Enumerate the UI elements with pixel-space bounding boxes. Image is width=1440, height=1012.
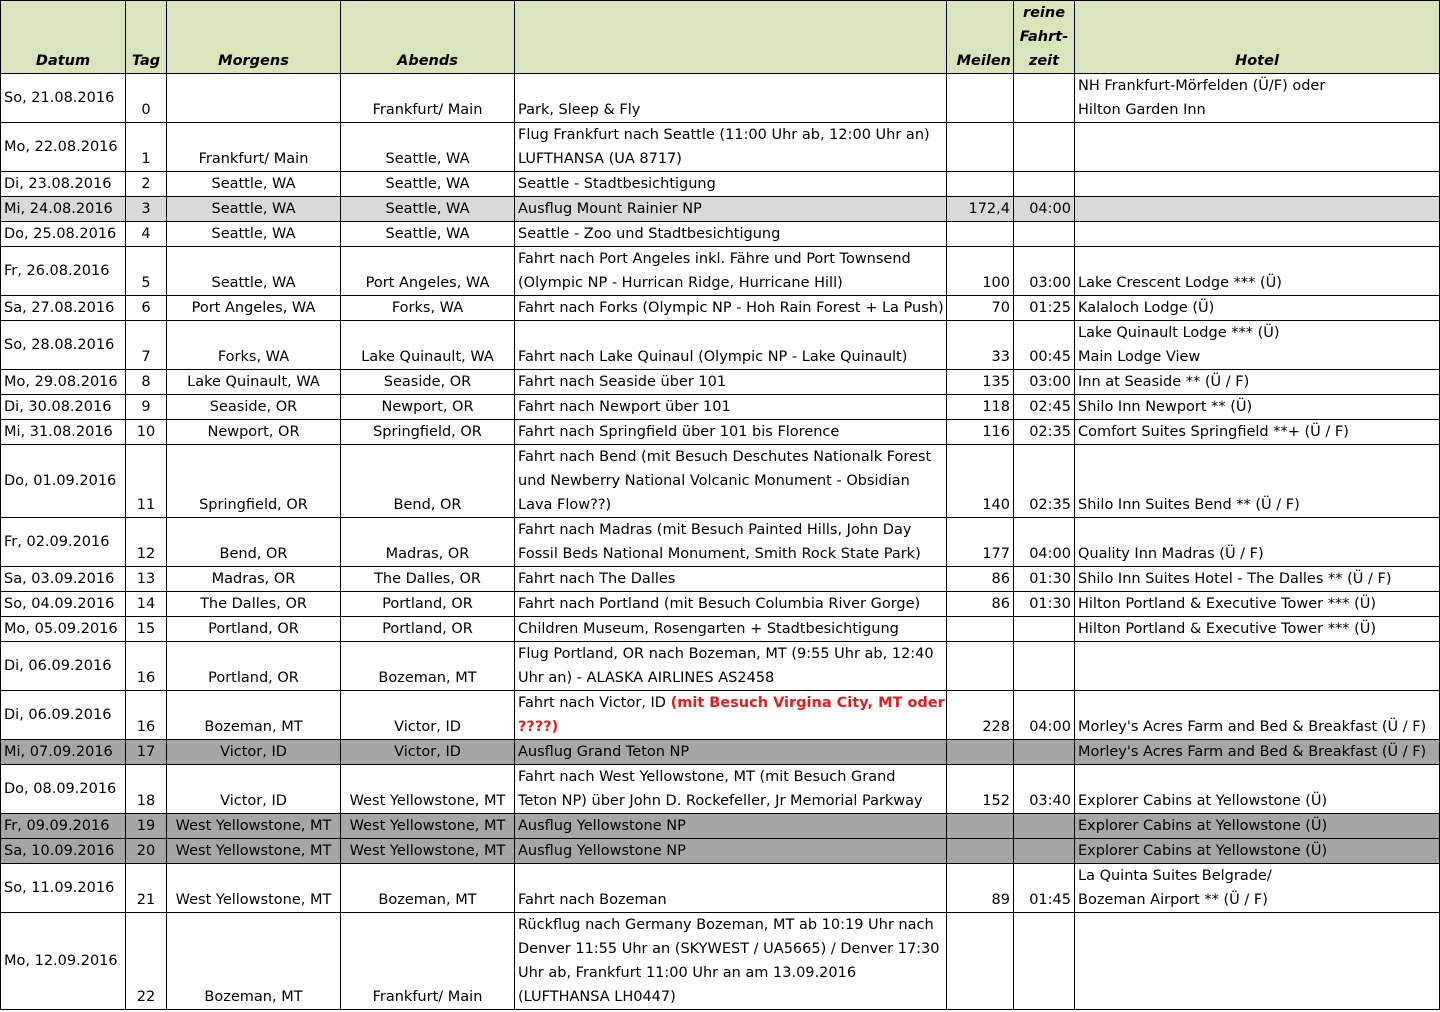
cell-tag: 9 — [126, 395, 167, 420]
cell-beschreibung — [515, 864, 947, 913]
beschreibung-line: und Newberry National Volcanic Monument - Obsidian — [518, 473, 910, 489]
table-row — [1, 691, 1440, 740]
cell-abends: Victor, ID — [341, 740, 515, 765]
header-fahrzeit — [1014, 1, 1075, 74]
table-row — [1, 321, 1440, 370]
cell-hotel — [1075, 222, 1440, 247]
table-row — [1, 740, 1440, 765]
cell-meilen — [947, 814, 1014, 839]
cell-tag: 15 — [126, 617, 167, 642]
cell-tag: 5 — [126, 247, 167, 296]
table-row — [1, 172, 1440, 197]
cell-morgens: Seattle, WA — [167, 247, 341, 296]
cell-beschreibung — [515, 296, 947, 321]
beschreibung-line: Fahrt nach Forks (Olympic NP - Hoh Rain Forest + La Push) — [518, 300, 944, 316]
cell-tag: 0 — [126, 74, 167, 123]
beschreibung-highlight: ????) — [518, 719, 559, 735]
cell-meilen: 33 — [947, 321, 1014, 370]
beschreibung-line: Children Museum, Rosengarten + Stadtbesichtigung — [518, 621, 899, 637]
cell-abends: Frankfurt/ Main — [341, 74, 515, 123]
hotel-line: Explorer Cabins at Yellowstone (Ü) — [1078, 843, 1328, 859]
header-morgens: Morgens — [167, 1, 341, 74]
table-row — [1, 420, 1440, 445]
cell-morgens: Seaside, OR — [167, 395, 341, 420]
cell-abends: The Dalles, OR — [341, 567, 515, 592]
beschreibung-line: (Olympic NP - Hurrican Ridge, Hurricane Hill) — [518, 275, 843, 291]
header-datum: Datum — [1, 1, 126, 74]
cell-fahrzeit: 01:25 — [1014, 296, 1075, 321]
header-hotel: Hotel — [1075, 1, 1440, 74]
cell-datum: Sa, 03.09.2016 — [1, 567, 126, 592]
cell-morgens: Forks, WA — [167, 321, 341, 370]
cell-beschreibung — [515, 172, 947, 197]
hotel-line: Morley's Acres Farm and Bed & Breakfast (Ü / F) — [1078, 719, 1427, 735]
hotel-line: Morley's Acres Farm and Bed & Breakfast (Ü / F) — [1078, 744, 1427, 760]
table-row — [1, 814, 1440, 839]
hotel-line: Hilton Portland & Executive Tower *** (Ü) — [1078, 596, 1377, 612]
beschreibung-line: Ausflug Mount Rainier NP — [518, 201, 702, 217]
beschreibung-line: Fahrt nach Port Angeles inkl. Fähre und Port Townsend — [518, 251, 911, 267]
beschreibung-line: Fahrt nach West Yellowstone, MT (mit Besuch Grand — [518, 769, 896, 785]
beschreibung-line: Ausflug Yellowstone NP — [518, 843, 686, 859]
cell-datum: So, 11.09.2016 — [1, 864, 126, 913]
cell-tag: 4 — [126, 222, 167, 247]
cell-datum: Do, 25.08.2016 — [1, 222, 126, 247]
hotel-line: Inn at Seaside ** (Ü / F) — [1078, 374, 1250, 390]
cell-meilen — [947, 172, 1014, 197]
cell-fahrzeit: 03:00 — [1014, 247, 1075, 296]
cell-fahrzeit: 02:35 — [1014, 420, 1075, 445]
cell-datum: Fr, 26.08.2016 — [1, 247, 126, 296]
beschreibung-line: LUFTHANSA (UA 8717) — [518, 151, 682, 167]
cell-morgens: Lake Quinault, WA — [167, 370, 341, 395]
cell-morgens: Madras, OR — [167, 567, 341, 592]
cell-morgens: Port Angeles, WA — [167, 296, 341, 321]
cell-morgens: Bend, OR — [167, 518, 341, 567]
table-row — [1, 617, 1440, 642]
cell-hotel — [1075, 197, 1440, 222]
cell-abends: West Yellowstone, MT — [341, 814, 515, 839]
hotel-line: NH Frankfurt-Mörfelden (Ü/F) oder — [1078, 78, 1326, 94]
cell-meilen — [947, 617, 1014, 642]
cell-datum: Di, 06.09.2016 — [1, 691, 126, 740]
cell-fahrzeit — [1014, 617, 1075, 642]
cell-beschreibung — [515, 740, 947, 765]
beschreibung-line: Uhr ab, Frankfurt 11:00 Uhr an am 13.09.2016 — [518, 965, 857, 981]
cell-abends: West Yellowstone, MT — [341, 765, 515, 814]
itinerary-body — [1, 74, 1440, 1010]
cell-tag: 8 — [126, 370, 167, 395]
cell-datum: Mi, 07.09.2016 — [1, 740, 126, 765]
table-row — [1, 395, 1440, 420]
cell-tag: 14 — [126, 592, 167, 617]
cell-beschreibung — [515, 445, 947, 518]
cell-hotel — [1075, 839, 1440, 864]
cell-beschreibung — [515, 123, 947, 172]
cell-fahrzeit — [1014, 222, 1075, 247]
cell-hotel — [1075, 518, 1440, 567]
cell-datum: Fr, 09.09.2016 — [1, 814, 126, 839]
cell-hotel — [1075, 814, 1440, 839]
cell-beschreibung — [515, 913, 947, 1010]
cell-datum: Mo, 22.08.2016 — [1, 123, 126, 172]
beschreibung-line: Fahrt nach Victor, ID — [518, 695, 671, 711]
cell-beschreibung — [515, 222, 947, 247]
table-row — [1, 642, 1440, 691]
cell-meilen — [947, 839, 1014, 864]
cell-tag: 1 — [126, 123, 167, 172]
cell-datum: Do, 08.09.2016 — [1, 765, 126, 814]
cell-abends: West Yellowstone, MT — [341, 839, 515, 864]
cell-fahrzeit: 02:35 — [1014, 445, 1075, 518]
cell-abends: Seattle, WA — [341, 123, 515, 172]
cell-meilen: 86 — [947, 592, 1014, 617]
hotel-line: Hilton Garden Inn — [1078, 102, 1206, 118]
cell-tag: 18 — [126, 765, 167, 814]
cell-hotel — [1075, 420, 1440, 445]
cell-morgens: Seattle, WA — [167, 172, 341, 197]
cell-abends: Seaside, OR — [341, 370, 515, 395]
hotel-line: Lake Crescent Lodge *** (Ü) — [1078, 275, 1282, 291]
header-row — [1, 1, 1440, 74]
cell-tag: 6 — [126, 296, 167, 321]
cell-abends: Bozeman, MT — [341, 642, 515, 691]
cell-hotel — [1075, 592, 1440, 617]
cell-meilen: 118 — [947, 395, 1014, 420]
cell-tag: 11 — [126, 445, 167, 518]
beschreibung-line: Ausflug Grand Teton NP — [518, 744, 690, 760]
cell-datum: Mo, 05.09.2016 — [1, 617, 126, 642]
cell-abends: Springfield, OR — [341, 420, 515, 445]
cell-fahrzeit: 03:00 — [1014, 370, 1075, 395]
cell-meilen: 70 — [947, 296, 1014, 321]
cell-morgens: Victor, ID — [167, 765, 341, 814]
cell-tag: 3 — [126, 197, 167, 222]
beschreibung-line: Fahrt nach Lake Quinaul (Olympic NP - Lake Quinault) — [518, 349, 908, 365]
cell-beschreibung — [515, 370, 947, 395]
header-beschreibung — [515, 1, 947, 74]
beschreibung-line: Fahrt nach Madras (mit Besuch Painted Hills, John Day — [518, 522, 912, 538]
cell-hotel — [1075, 740, 1440, 765]
beschreibung-line: Park, Sleep & Fly — [518, 102, 641, 118]
cell-fahrzeit: 00:45 — [1014, 321, 1075, 370]
cell-datum: So, 04.09.2016 — [1, 592, 126, 617]
cell-meilen: 172,4 — [947, 197, 1014, 222]
table-row — [1, 567, 1440, 592]
cell-abends: Portland, OR — [341, 592, 515, 617]
cell-beschreibung — [515, 642, 947, 691]
cell-beschreibung — [515, 420, 947, 445]
beschreibung-line: Flug Frankfurt nach Seattle (11:00 Uhr ab, 12:00 Uhr an) — [518, 127, 930, 143]
table-row — [1, 296, 1440, 321]
cell-beschreibung — [515, 197, 947, 222]
cell-hotel — [1075, 74, 1440, 123]
cell-abends: Seattle, WA — [341, 197, 515, 222]
hotel-line: Quality Inn Madras (Ü / F) — [1078, 546, 1264, 562]
header-tag: Tag — [126, 1, 167, 74]
header-meilen: Meilen — [947, 1, 1014, 74]
cell-tag: 7 — [126, 321, 167, 370]
cell-hotel — [1075, 296, 1440, 321]
cell-morgens: Portland, OR — [167, 617, 341, 642]
header-fahrzeit-line3: zeit — [1028, 53, 1060, 69]
cell-abends: Newport, OR — [341, 395, 515, 420]
cell-morgens: Bozeman, MT — [167, 913, 341, 1010]
beschreibung-line: Fahrt nach Seaside über 101 — [518, 374, 727, 390]
header-fahrzeit-line1: reine — [1022, 5, 1066, 21]
cell-datum: Do, 01.09.2016 — [1, 445, 126, 518]
cell-morgens — [167, 74, 341, 123]
beschreibung-line: Fossil Beds National Monument, Smith Rock State Park) — [518, 546, 921, 562]
cell-meilen: 140 — [947, 445, 1014, 518]
cell-tag: 17 — [126, 740, 167, 765]
hotel-line: Explorer Cabins at Yellowstone (Ü) — [1078, 793, 1328, 809]
cell-fahrzeit — [1014, 740, 1075, 765]
cell-datum: Mi, 24.08.2016 — [1, 197, 126, 222]
cell-hotel — [1075, 370, 1440, 395]
table-row — [1, 123, 1440, 172]
cell-abends: Port Angeles, WA — [341, 247, 515, 296]
header-fahrzeit-line2: Fahrt- — [1019, 29, 1069, 45]
beschreibung-line: Fahrt nach Portland (mit Besuch Columbia River Gorge) — [518, 596, 921, 612]
cell-hotel — [1075, 617, 1440, 642]
beschreibung-line: Lava Flow??) — [518, 497, 612, 513]
cell-morgens: The Dalles, OR — [167, 592, 341, 617]
hotel-line: Main Lodge View — [1078, 349, 1201, 365]
cell-datum: Mo, 12.09.2016 — [1, 913, 126, 1010]
table-row — [1, 864, 1440, 913]
cell-meilen — [947, 123, 1014, 172]
cell-tag: 13 — [126, 567, 167, 592]
cell-abends: Victor, ID — [341, 691, 515, 740]
hotel-line: Comfort Suites Springfield **+ (Ü / F) — [1078, 424, 1349, 440]
table-row — [1, 247, 1440, 296]
cell-fahrzeit — [1014, 172, 1075, 197]
hotel-line: Shilo Inn Suites Hotel - The Dalles ** (Ü / F) — [1078, 571, 1392, 587]
cell-tag: 21 — [126, 864, 167, 913]
cell-hotel — [1075, 642, 1440, 691]
cell-fahrzeit — [1014, 74, 1075, 123]
cell-beschreibung — [515, 567, 947, 592]
cell-morgens: West Yellowstone, MT — [167, 864, 341, 913]
hotel-line: Shilo Inn Newport ** (Ü) — [1078, 399, 1253, 415]
cell-hotel — [1075, 691, 1440, 740]
cell-datum: Sa, 27.08.2016 — [1, 296, 126, 321]
beschreibung-line: Fahrt nach Springfield über 101 bis Florence — [518, 424, 840, 440]
cell-meilen — [947, 222, 1014, 247]
beschreibung-line: Flug Portland, OR nach Bozeman, MT (9:55 Uhr ab, 12:40 — [518, 646, 934, 662]
cell-datum: Di, 23.08.2016 — [1, 172, 126, 197]
cell-beschreibung — [515, 765, 947, 814]
cell-morgens: Frankfurt/ Main — [167, 123, 341, 172]
table-row — [1, 913, 1440, 1010]
cell-beschreibung — [515, 74, 947, 123]
beschreibung-line: Seattle - Stadtbesichtigung — [518, 176, 716, 192]
hotel-line: Hilton Portland & Executive Tower *** (Ü) — [1078, 621, 1377, 637]
cell-fahrzeit — [1014, 913, 1075, 1010]
cell-hotel — [1075, 445, 1440, 518]
cell-hotel — [1075, 913, 1440, 1010]
cell-fahrzeit: 04:00 — [1014, 691, 1075, 740]
cell-abends: Lake Quinault, WA — [341, 321, 515, 370]
beschreibung-line: Ausflug Yellowstone NP — [518, 818, 686, 834]
cell-fahrzeit: 02:45 — [1014, 395, 1075, 420]
beschreibung-line: Fahrt nach Newport über 101 — [518, 399, 731, 415]
cell-meilen: 177 — [947, 518, 1014, 567]
beschreibung-line: Seattle - Zoo und Stadtbesichtigung — [518, 226, 781, 242]
cell-beschreibung — [515, 592, 947, 617]
cell-datum: Di, 30.08.2016 — [1, 395, 126, 420]
cell-tag: 16 — [126, 642, 167, 691]
cell-beschreibung — [515, 814, 947, 839]
cell-hotel — [1075, 765, 1440, 814]
hotel-line: Explorer Cabins at Yellowstone (Ü) — [1078, 818, 1328, 834]
cell-beschreibung — [515, 518, 947, 567]
table-row — [1, 222, 1440, 247]
cell-abends: Bend, OR — [341, 445, 515, 518]
cell-abends: Portland, OR — [341, 617, 515, 642]
cell-meilen: 86 — [947, 567, 1014, 592]
cell-morgens: Victor, ID — [167, 740, 341, 765]
cell-tag: 10 — [126, 420, 167, 445]
cell-morgens: Bozeman, MT — [167, 691, 341, 740]
cell-fahrzeit: 01:45 — [1014, 864, 1075, 913]
cell-meilen — [947, 642, 1014, 691]
cell-morgens: Portland, OR — [167, 642, 341, 691]
table-row — [1, 839, 1440, 864]
cell-fahrzeit: 04:00 — [1014, 518, 1075, 567]
cell-meilen: 135 — [947, 370, 1014, 395]
cell-tag: 19 — [126, 814, 167, 839]
beschreibung-line: Rückflug nach Germany Bozeman, MT ab 10:19 Uhr nach — [518, 917, 934, 933]
cell-beschreibung — [515, 691, 947, 740]
cell-datum: So, 28.08.2016 — [1, 321, 126, 370]
hotel-line: Shilo Inn Suites Bend ** (Ü / F) — [1078, 497, 1300, 513]
cell-fahrzeit — [1014, 123, 1075, 172]
cell-meilen — [947, 913, 1014, 1010]
table-row — [1, 592, 1440, 617]
cell-meilen: 89 — [947, 864, 1014, 913]
beschreibung-line: Fahrt nach Bend (mit Besuch Deschutes Nationalk Forest — [518, 449, 932, 465]
cell-hotel — [1075, 395, 1440, 420]
table-row — [1, 518, 1440, 567]
cell-morgens: Seattle, WA — [167, 197, 341, 222]
cell-tag: 20 — [126, 839, 167, 864]
cell-fahrzeit: 01:30 — [1014, 567, 1075, 592]
cell-fahrzeit — [1014, 814, 1075, 839]
cell-datum: Sa, 10.09.2016 — [1, 839, 126, 864]
cell-datum: Mo, 29.08.2016 — [1, 370, 126, 395]
cell-hotel — [1075, 864, 1440, 913]
beschreibung-line: Fahrt nach Bozeman — [518, 892, 667, 908]
cell-tag: 12 — [126, 518, 167, 567]
cell-fahrzeit: 03:40 — [1014, 765, 1075, 814]
cell-hotel — [1075, 567, 1440, 592]
hotel-line: Kalaloch Lodge (Ü) — [1078, 300, 1215, 316]
cell-hotel — [1075, 321, 1440, 370]
beschreibung-line: Fahrt nach The Dalles — [518, 571, 676, 587]
cell-hotel — [1075, 123, 1440, 172]
cell-beschreibung — [515, 321, 947, 370]
header-abends: Abends — [341, 1, 515, 74]
cell-morgens: Seattle, WA — [167, 222, 341, 247]
cell-fahrzeit — [1014, 642, 1075, 691]
cell-morgens: Newport, OR — [167, 420, 341, 445]
cell-morgens: West Yellowstone, MT — [167, 839, 341, 864]
beschreibung-highlight: (mit Besuch Virgina City, MT oder — [670, 695, 945, 711]
cell-meilen — [947, 74, 1014, 123]
cell-meilen: 152 — [947, 765, 1014, 814]
cell-meilen: 228 — [947, 691, 1014, 740]
cell-fahrzeit: 01:30 — [1014, 592, 1075, 617]
hotel-line: Bozeman Airport ** (Ü / F) — [1078, 892, 1268, 908]
table-row — [1, 197, 1440, 222]
beschreibung-line: Uhr an) - ALASKA AIRLINES AS2458 — [518, 670, 775, 686]
cell-abends: Seattle, WA — [341, 222, 515, 247]
cell-abends: Bozeman, MT — [341, 864, 515, 913]
cell-abends: Madras, OR — [341, 518, 515, 567]
cell-beschreibung — [515, 617, 947, 642]
cell-datum: So, 21.08.2016 — [1, 74, 126, 123]
cell-abends: Seattle, WA — [341, 172, 515, 197]
beschreibung-line: Teton NP) über John D. Rockefeller, Jr Memorial Parkway — [518, 793, 923, 809]
cell-abends: Frankfurt/ Main — [341, 913, 515, 1010]
cell-hotel — [1075, 247, 1440, 296]
cell-hotel — [1075, 172, 1440, 197]
cell-morgens: Springfield, OR — [167, 445, 341, 518]
cell-fahrzeit — [1014, 839, 1075, 864]
cell-meilen: 116 — [947, 420, 1014, 445]
cell-beschreibung — [515, 395, 947, 420]
beschreibung-line: Denver 11:55 Uhr an (SKYWEST / UA5665) / Denver 17:30 — [518, 941, 940, 957]
table-row — [1, 445, 1440, 518]
cell-fahrzeit: 04:00 — [1014, 197, 1075, 222]
hotel-line: La Quinta Suites Belgrade/ — [1078, 868, 1272, 884]
cell-tag: 22 — [126, 913, 167, 1010]
cell-datum: Mi, 31.08.2016 — [1, 420, 126, 445]
table-row — [1, 74, 1440, 123]
cell-tag: 16 — [126, 691, 167, 740]
cell-meilen — [947, 740, 1014, 765]
cell-tag: 2 — [126, 172, 167, 197]
cell-morgens: West Yellowstone, MT — [167, 814, 341, 839]
cell-beschreibung — [515, 839, 947, 864]
cell-abends: Forks, WA — [341, 296, 515, 321]
cell-meilen: 100 — [947, 247, 1014, 296]
cell-datum: Di, 06.09.2016 — [1, 642, 126, 691]
cell-beschreibung — [515, 247, 947, 296]
table-row — [1, 765, 1440, 814]
beschreibung-line: (LUFTHANSA LH0447) — [518, 989, 676, 1005]
cell-datum: Fr, 02.09.2016 — [1, 518, 126, 567]
hotel-line: Lake Quinault Lodge *** (Ü) — [1078, 325, 1280, 341]
table-row — [1, 370, 1440, 395]
